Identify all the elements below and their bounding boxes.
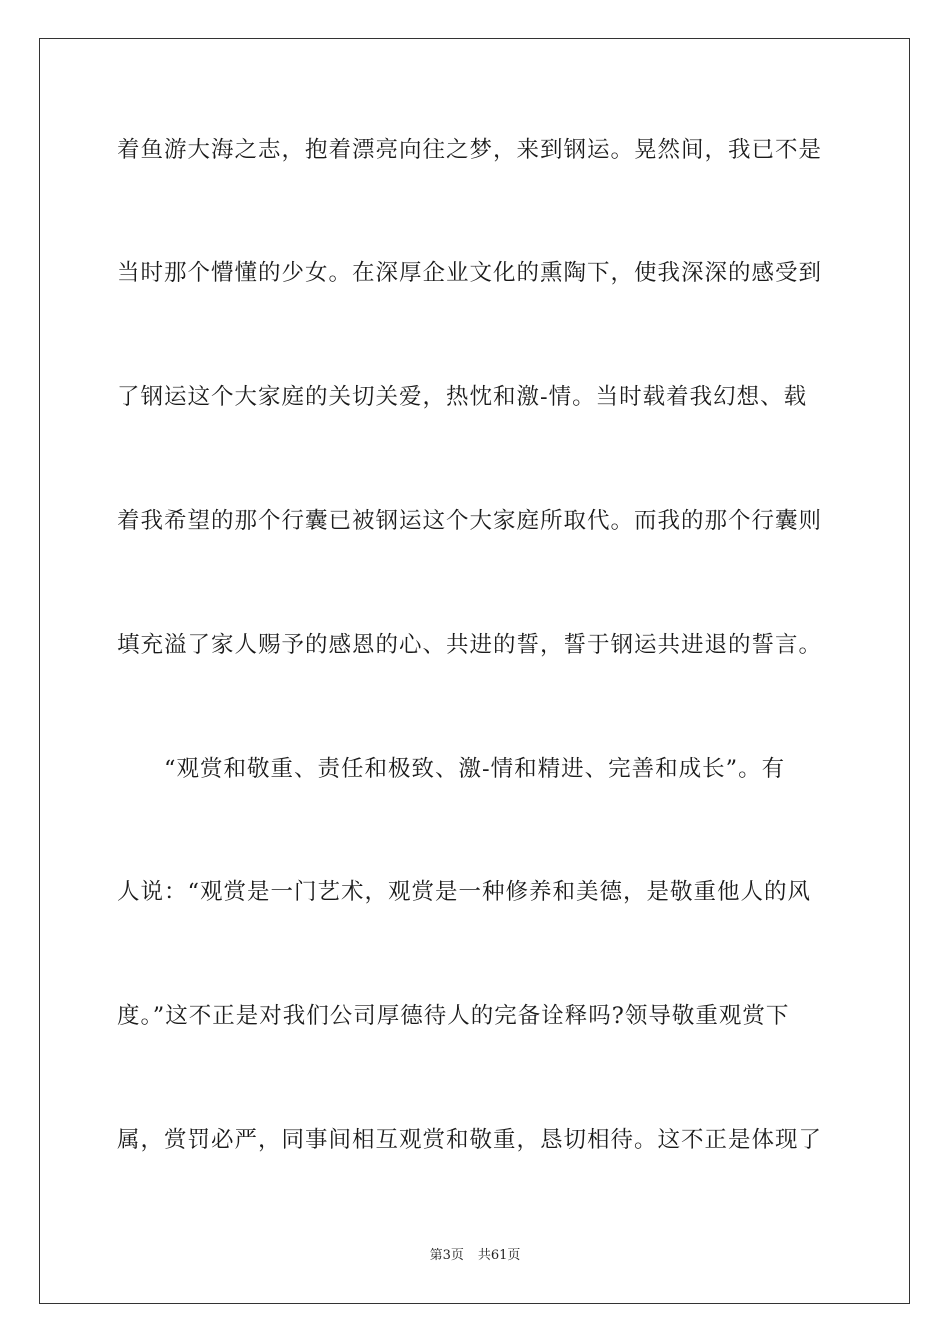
text-line: 人说：“观赏是一门艺术，观赏是一种修养和美德，是敬重他人的风	[117, 879, 812, 905]
text-line: 度。”这不正是对我们公司厚德待人的完备诠释吗?领导敬重观赏下	[117, 1003, 790, 1029]
page-border	[39, 38, 910, 1304]
text-line: 属，赏罚必严，同事间相互观赏和敬重，恳切相待。这不正是体现了	[117, 1127, 823, 1153]
page-total: 共61页	[477, 1248, 521, 1263]
page-footer	[0, 1247, 950, 1265]
text-line: 着鱼游大海之志，抱着漂亮向往之梦，来到钢运。晃然间，我已不是	[117, 137, 823, 163]
text-line: 当时那个懵懂的少女。在深厚企业文化的熏陶下，使我深深的感受到	[117, 260, 823, 286]
page-number: 第3页	[429, 1248, 464, 1263]
text-line: “观赏和敬重、责任和极致、激-情和精进、完善和成长”。有	[117, 756, 786, 782]
text-line: 了钢运这个大家庭的关切关爱，热忱和激-情。当时载着我幻想、载	[117, 384, 808, 410]
text-line: 填充溢了家人赐予的感恩的心、共进的誓，誓于钢运共进退的誓言。	[117, 632, 823, 658]
text-line: 着我希望的那个行囊已被钢运这个大家庭所取代。而我的那个行囊则	[117, 508, 823, 534]
